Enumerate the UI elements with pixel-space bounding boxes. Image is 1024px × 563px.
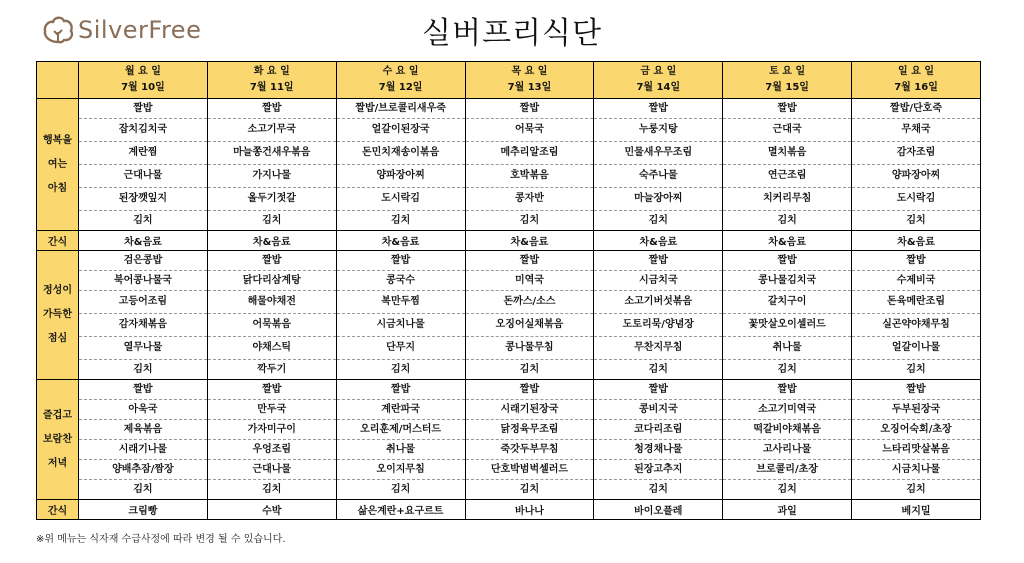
menu-item: 숙주나물 — [594, 165, 722, 188]
day-date: 7월 10일 — [121, 82, 165, 93]
dinner-cell — [723, 380, 852, 500]
menu-item: 차&음료 — [79, 231, 208, 251]
breakfast-cell — [79, 99, 208, 231]
menu-item: 양파장아찌 — [852, 165, 980, 188]
page-title: 실버프리식단 — [422, 16, 602, 51]
menu-item: 짤밥 — [466, 99, 594, 119]
menu-item: 검은콩밥 — [79, 251, 207, 271]
day-name: 화 요 일 — [253, 66, 290, 77]
menu-item: 콩자반 — [466, 188, 594, 211]
corner-cell — [37, 62, 79, 99]
day-name: 금 요 일 — [640, 66, 677, 77]
menu-item: 짤밥 — [79, 99, 207, 119]
header-row — [37, 62, 981, 99]
breakfast-cell — [207, 99, 336, 231]
day-date: 7월 14일 — [636, 82, 681, 93]
breakfast-cell — [336, 99, 465, 231]
menu-item: 차&음료 — [336, 231, 465, 251]
menu-item: 돈육메란조림 — [852, 291, 980, 314]
menu-item: 차&음료 — [465, 231, 594, 251]
menu-item: 깍두기 — [257, 364, 287, 375]
menu-item: 갈치구이 — [723, 291, 851, 314]
day-header — [79, 62, 208, 99]
menu-item: 콩나물김치국 — [723, 271, 851, 291]
menu-item: 양배추잠/짬장 — [79, 460, 207, 480]
dinner-row — [37, 380, 981, 500]
menu-item: 닭다리삼계탕 — [208, 271, 336, 291]
breakfast-cell — [852, 99, 981, 231]
menu-item: 짤밥 — [852, 380, 980, 400]
menu-item: 바나나 — [465, 500, 594, 520]
lunch-cell — [723, 251, 852, 380]
menu-item: 실곤약야채무침 — [852, 314, 980, 337]
dinner-cell — [79, 380, 208, 500]
menu-item: 닭정육무조림 — [466, 420, 594, 440]
menu-item: 차&음료 — [723, 231, 852, 251]
menu-item: 제육볶음 — [79, 420, 207, 440]
menu-item: 김치 — [648, 215, 668, 226]
menu-item: 가지나물 — [208, 165, 336, 188]
menu-item: 북어콩나물국 — [79, 271, 207, 291]
menu-item: 취나물 — [337, 440, 465, 460]
menu-item: 꽃맛살오이셀러드 — [723, 314, 851, 337]
menu-item: 김치 — [133, 215, 153, 226]
menu-item: 누룽지탕 — [594, 119, 722, 142]
menu-item: 짤밥 — [723, 380, 851, 400]
dinner-label — [37, 380, 79, 500]
breakfast-row — [37, 99, 981, 231]
footnote: ※위 메뉴는 식자재 수급사정에 따라 변경 될 수 있습니다. — [36, 534, 286, 545]
menu-item: 감자조림 — [852, 142, 980, 165]
menu-item: 계란찜 — [79, 142, 207, 165]
menu-item: 도토리묵/양념장 — [594, 314, 722, 337]
menu-item: 얼갈이나물 — [852, 337, 980, 360]
menu-item: 짤밥 — [337, 380, 465, 400]
menu-item: 김치 — [777, 215, 797, 226]
menu-item: 짤밥 — [723, 251, 851, 271]
menu-item: 시래기나물 — [79, 440, 207, 460]
menu-item: 베지밀 — [852, 500, 981, 520]
menu-item: 도시락김 — [337, 188, 465, 211]
menu-item: 소고기미역국 — [723, 400, 851, 420]
menu-item: 짤밥 — [852, 251, 980, 271]
menu-item: 브로콜리/초장 — [723, 460, 851, 480]
menu-item: 김치 — [906, 484, 926, 495]
menu-item: 짤밥 — [79, 380, 207, 400]
day-name: 일 요 일 — [898, 66, 934, 77]
menu-item: 느타리맛살볶음 — [852, 440, 980, 460]
menu-item: 짤밥 — [466, 380, 594, 400]
menu-item: 치커리무침 — [723, 188, 851, 211]
menu-item: 감자채볶음 — [79, 314, 207, 337]
menu-item: 시금치나물 — [852, 460, 980, 480]
lunch-label-line: 정성이 — [43, 285, 72, 296]
menu-item: 마늘장아찌 — [594, 188, 722, 211]
menu-item: 코다리조림 — [594, 420, 722, 440]
menu-item: 차&음료 — [207, 231, 336, 251]
menu-item: 무채국 — [852, 119, 980, 142]
day-header — [852, 62, 981, 99]
menu-item: 취나물 — [723, 337, 851, 360]
menu-item: 짤밥 — [723, 99, 851, 119]
lunch-label — [37, 251, 79, 380]
menu-item: 김치 — [648, 484, 668, 495]
menu-item: 계란파국 — [337, 400, 465, 420]
menu-item: 오리훈제/머스터드 — [337, 420, 465, 440]
menu-item: 단호박범벅셀러드 — [466, 460, 594, 480]
menu-item: 짤밥 — [594, 251, 722, 271]
menu-item: 짤밥 — [466, 251, 594, 271]
menu-item: 된장고추지 — [594, 460, 722, 480]
breakfast-label — [37, 99, 79, 231]
lunch-cell — [207, 251, 336, 380]
menu-item: 과일 — [723, 500, 852, 520]
menu-item: 열무나물 — [79, 337, 207, 360]
menu-item: 된장깻잎지 — [79, 188, 207, 211]
menu-item: 김치 — [906, 364, 926, 375]
menu-item: 바이오플레 — [594, 500, 723, 520]
menu-item: 양파장아찌 — [337, 165, 465, 188]
day-header — [207, 62, 336, 99]
day-date: 7월 13일 — [507, 82, 552, 93]
menu-item: 우엉조림 — [208, 440, 336, 460]
menu-item: 잡치김치국 — [79, 119, 207, 142]
menu-item: 근대나물 — [79, 165, 207, 188]
day-date: 7월 15일 — [765, 82, 809, 93]
menu-item: 짤밥/브로콜리새우죽 — [337, 99, 465, 119]
dinner-cell — [207, 380, 336, 500]
menu-item: 돈까스/소스 — [466, 291, 594, 314]
menu-item: 김치 — [133, 484, 153, 495]
day-date: 7월 12일 — [378, 82, 423, 93]
lunch-label-line: 점심 — [47, 333, 68, 344]
dinner-label-line: 즐겁고 — [43, 409, 72, 421]
day-header — [594, 62, 723, 99]
menu-item: 김치 — [390, 215, 411, 226]
menu-item: 콩국수 — [337, 271, 465, 291]
menu-item: 올두기젓갈 — [208, 188, 336, 211]
menu-item: 짤밥 — [594, 380, 722, 400]
menu-item: 도시락김 — [852, 188, 980, 211]
day-date: 7월 16일 — [894, 82, 938, 93]
dinner-cell — [852, 380, 981, 500]
day-header — [465, 62, 594, 99]
brand-name: SilverFree — [78, 16, 202, 44]
breakfast-label-line: 행복을 — [43, 134, 72, 146]
lunch-label-line: 가득한 — [43, 309, 72, 320]
snack1-row — [37, 231, 981, 251]
menu-item: 해물야채전 — [208, 291, 336, 314]
day-header — [336, 62, 465, 99]
breakfast-label-line: 아침 — [47, 182, 68, 194]
menu-item: 시래기된장국 — [466, 400, 594, 420]
menu-item: 짤밥 — [208, 380, 336, 400]
menu-item: 짤밥 — [208, 251, 336, 271]
menu-item: 아욱국 — [79, 400, 207, 420]
menu-item: 미역국 — [466, 271, 594, 291]
menu-item: 수박 — [207, 500, 336, 520]
lunch-cell — [594, 251, 723, 380]
dinner-label-line: 보람찬 — [43, 433, 72, 445]
menu-item: 김치 — [133, 364, 153, 375]
menu-item: 죽갓두부무침 — [466, 440, 594, 460]
menu-item: 두부된장국 — [852, 400, 980, 420]
menu-item: 마늘쫑건새우볶음 — [208, 142, 336, 165]
menu-item: 수제비국 — [852, 271, 980, 291]
menu-item: 멸치볶음 — [723, 142, 851, 165]
menu-item: 떡갈비야채볶음 — [723, 420, 851, 440]
menu-item: 차&음료 — [594, 231, 723, 251]
menu-item: 콩비지국 — [594, 400, 722, 420]
lunch-cell — [852, 251, 981, 380]
lunch-row — [37, 251, 981, 380]
snack2-row — [37, 500, 981, 520]
lunch-cell — [336, 251, 465, 380]
menu-item: 콩나물무침 — [466, 337, 594, 360]
dinner-cell — [594, 380, 723, 500]
menu-item: 연근조림 — [723, 165, 851, 188]
menu-item: 크림빵 — [79, 500, 208, 520]
breakfast-cell — [594, 99, 723, 231]
menu-item: 어묵국 — [466, 119, 594, 142]
snack2-label: 간식 — [37, 500, 79, 520]
menu-item: 삶은계란+요구르트 — [336, 500, 465, 520]
menu-item: 김치 — [519, 484, 540, 495]
lunch-cell — [79, 251, 208, 380]
breakfast-cell — [723, 99, 852, 231]
menu-item: 고사리나물 — [723, 440, 851, 460]
menu-item: 소고기무국 — [208, 119, 336, 142]
menu-item: 김치 — [519, 364, 540, 375]
dinner-cell — [336, 380, 465, 500]
menu-item: 김치 — [777, 364, 797, 375]
menu-item: 야채스틱 — [208, 337, 336, 360]
breakfast-label-line: 여는 — [47, 158, 68, 170]
menu-item: 만두국 — [208, 400, 336, 420]
menu-item: 돈민치재송이볶음 — [337, 142, 465, 165]
lunch-cell — [465, 251, 594, 380]
menu-item: 근대나물 — [208, 460, 336, 480]
menu-item: 오징어숙회/초장 — [852, 420, 980, 440]
day-name: 수 요 일 — [382, 66, 419, 77]
menu-item: 김치 — [390, 364, 411, 375]
menu-item: 차&음료 — [852, 231, 981, 251]
menu-item: 김치 — [906, 215, 926, 226]
day-name: 목 요 일 — [511, 66, 548, 77]
menu-item: 복만두찜 — [337, 291, 465, 314]
day-name: 월 요 일 — [124, 66, 161, 77]
menu-item: 김치 — [648, 364, 668, 375]
menu-item: 시금치국 — [594, 271, 722, 291]
dinner-label-line: 저녁 — [47, 457, 68, 469]
menu-item: 김치 — [390, 484, 411, 495]
menu-item: 청경채나물 — [594, 440, 722, 460]
menu-item: 김치 — [777, 484, 797, 495]
day-name: 토 요 일 — [769, 66, 806, 77]
menu-item: 얼갈이된장국 — [337, 119, 465, 142]
menu-item: 짤밥 — [337, 251, 465, 271]
menu-item: 짤밥 — [208, 99, 336, 119]
menu-item: 김치 — [262, 484, 282, 495]
menu-item: 민물새우무조림 — [594, 142, 722, 165]
menu-item: 짤밥 — [594, 99, 722, 119]
menu-item: 단무지 — [337, 337, 465, 360]
breakfast-cell — [465, 99, 594, 231]
weekly-menu-table — [36, 61, 981, 520]
snack1-label: 간식 — [37, 231, 79, 251]
menu-item: 김치 — [519, 215, 540, 226]
menu-item: 근대국 — [723, 119, 851, 142]
menu-item: 고등어조림 — [79, 291, 207, 314]
menu-item: 시금치나물 — [337, 314, 465, 337]
menu-item: 짤밥/단호죽 — [852, 99, 980, 119]
menu-item: 가자미구이 — [208, 420, 336, 440]
menu-item: 오징어실채볶음 — [466, 314, 594, 337]
menu-item: 김치 — [262, 215, 282, 226]
day-date: 7월 11일 — [249, 82, 294, 93]
menu-item: 어묵볶음 — [208, 314, 336, 337]
menu-item: 호박볶음 — [466, 165, 594, 188]
menu-item: 무찬지무침 — [594, 337, 722, 360]
dinner-cell — [465, 380, 594, 500]
day-header — [723, 62, 852, 99]
menu-item: 오이지무침 — [337, 460, 465, 480]
menu-item: 메추리알조림 — [466, 142, 594, 165]
menu-item: 소고기버섯볶음 — [594, 291, 722, 314]
